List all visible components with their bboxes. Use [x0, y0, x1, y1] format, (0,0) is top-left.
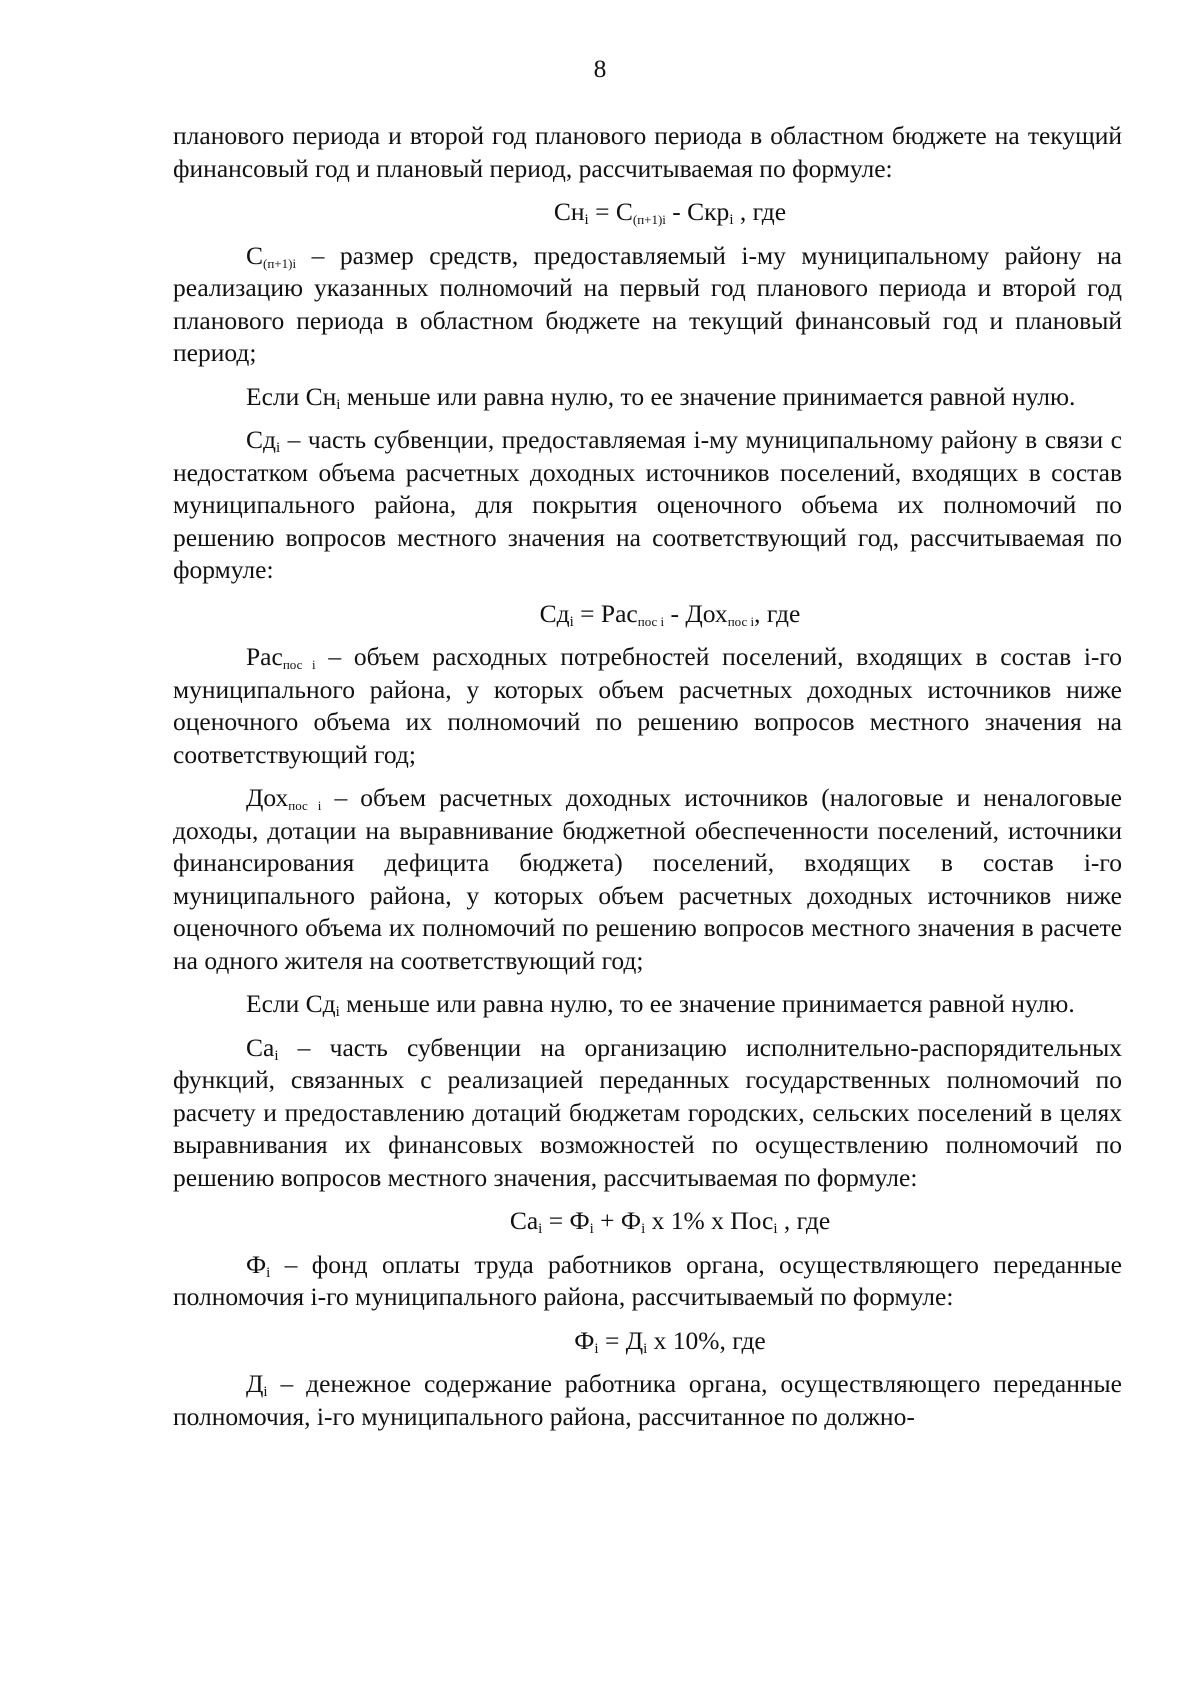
formula-sa: $Са_i = Ф_i + Ф_i$ х 1% х Пос$_i$ , где	[509, 1206, 831, 1237]
formula-sn: $Сн_i = С_{(п+1)i} - Скр_i$ , где	[553, 197, 787, 228]
definition-sa: $Са_i$ – часть субвенции на организацию исполнительно-распорядительных функций, связанных с реализацией переданных государственных полномочий по расчету и предоставлению дотаций бюджетам городских, сельских поселений в целях выравнивания их финансовых возможностей по осуществлению полномочий по решению вопросов местного значения, рассчитываемая по формуле:	[173, 1032, 1122, 1192]
condition-sn: Если $Сн_i$ меньше или равна нулю, то ее значение принимается равной нулю.	[246, 381, 1076, 413]
definition-sd: $Сд_i$ – часть субвенции, предоставляемая i-му муниципальному району в связи с недостатком объема расчетных доходных источников поселений, входящих в состав муниципального района, для покрытия оценочного объема их полномочий по решению вопросов местного значения на соответствующий год, рассчитываемая по формуле:	[173, 425, 1122, 584]
definition-ras: Рас$_{пос i}$ – объем расходных потребностей поселений, входящих в состав i-го муниципального района, у которых объем расчетных доходных источников ниже оценочного объема их полномочий по решению вопросов местного значения на соответствующий год;	[173, 642, 1122, 769]
formula-f: $Ф_i = Д_i$ х 10%, где	[574, 1325, 766, 1357]
formula-sd: $Сд_i = Рас_{пос i} - Дох_{пос i}$, где	[539, 598, 801, 630]
document-body	[173, 120, 1122, 1433]
paragraph-continuation: планового периода и второй год планового периода в областном бюджете на текущий финансовый год и плановый период, рассчитываемая по формуле:	[173, 121, 1122, 183]
definition-dox: Дох$_{пос i}$ – объем расчетных доходных источников (налоговые и неналоговые доходы, дотации на выравнивание бюджетной обеспеченности поселений, источники финансирования дефицита бюджета) поселений, входящих в состав i-го муниципального района, у которых объем расчетных доходных источников ниже оценочного объема их полномочий по решению вопросов местного значения в расчете на одного жителя на соответствующий год;	[173, 783, 1122, 975]
page-number: 8	[593, 54, 607, 83]
definition-d: $Д_i$ – денежное содержание работника органа, осуществляющего переданные полномочия, i-го муниципального района, рассчитанное по должно-	[173, 1369, 1122, 1431]
definition-c-n1: $С_{(п+1)i}$ – размер средств, предоставляемый i-му муниципальному району на реализацию указанных полномочий на первый год планового периода и второй год планового периода в областном бюджете на текущий финансовый год и плановый период;	[173, 240, 1122, 367]
condition-sd: Если $Сд_i$ меньше или равна нулю, то ее значение принимается равной нулю.	[246, 989, 1075, 1020]
definition-f: $Ф_i$ – фонд оплаты труда работников органа, осуществляющего переданные полномочия i-го муниципального района, рассчитываемый по формуле:	[173, 1249, 1122, 1311]
